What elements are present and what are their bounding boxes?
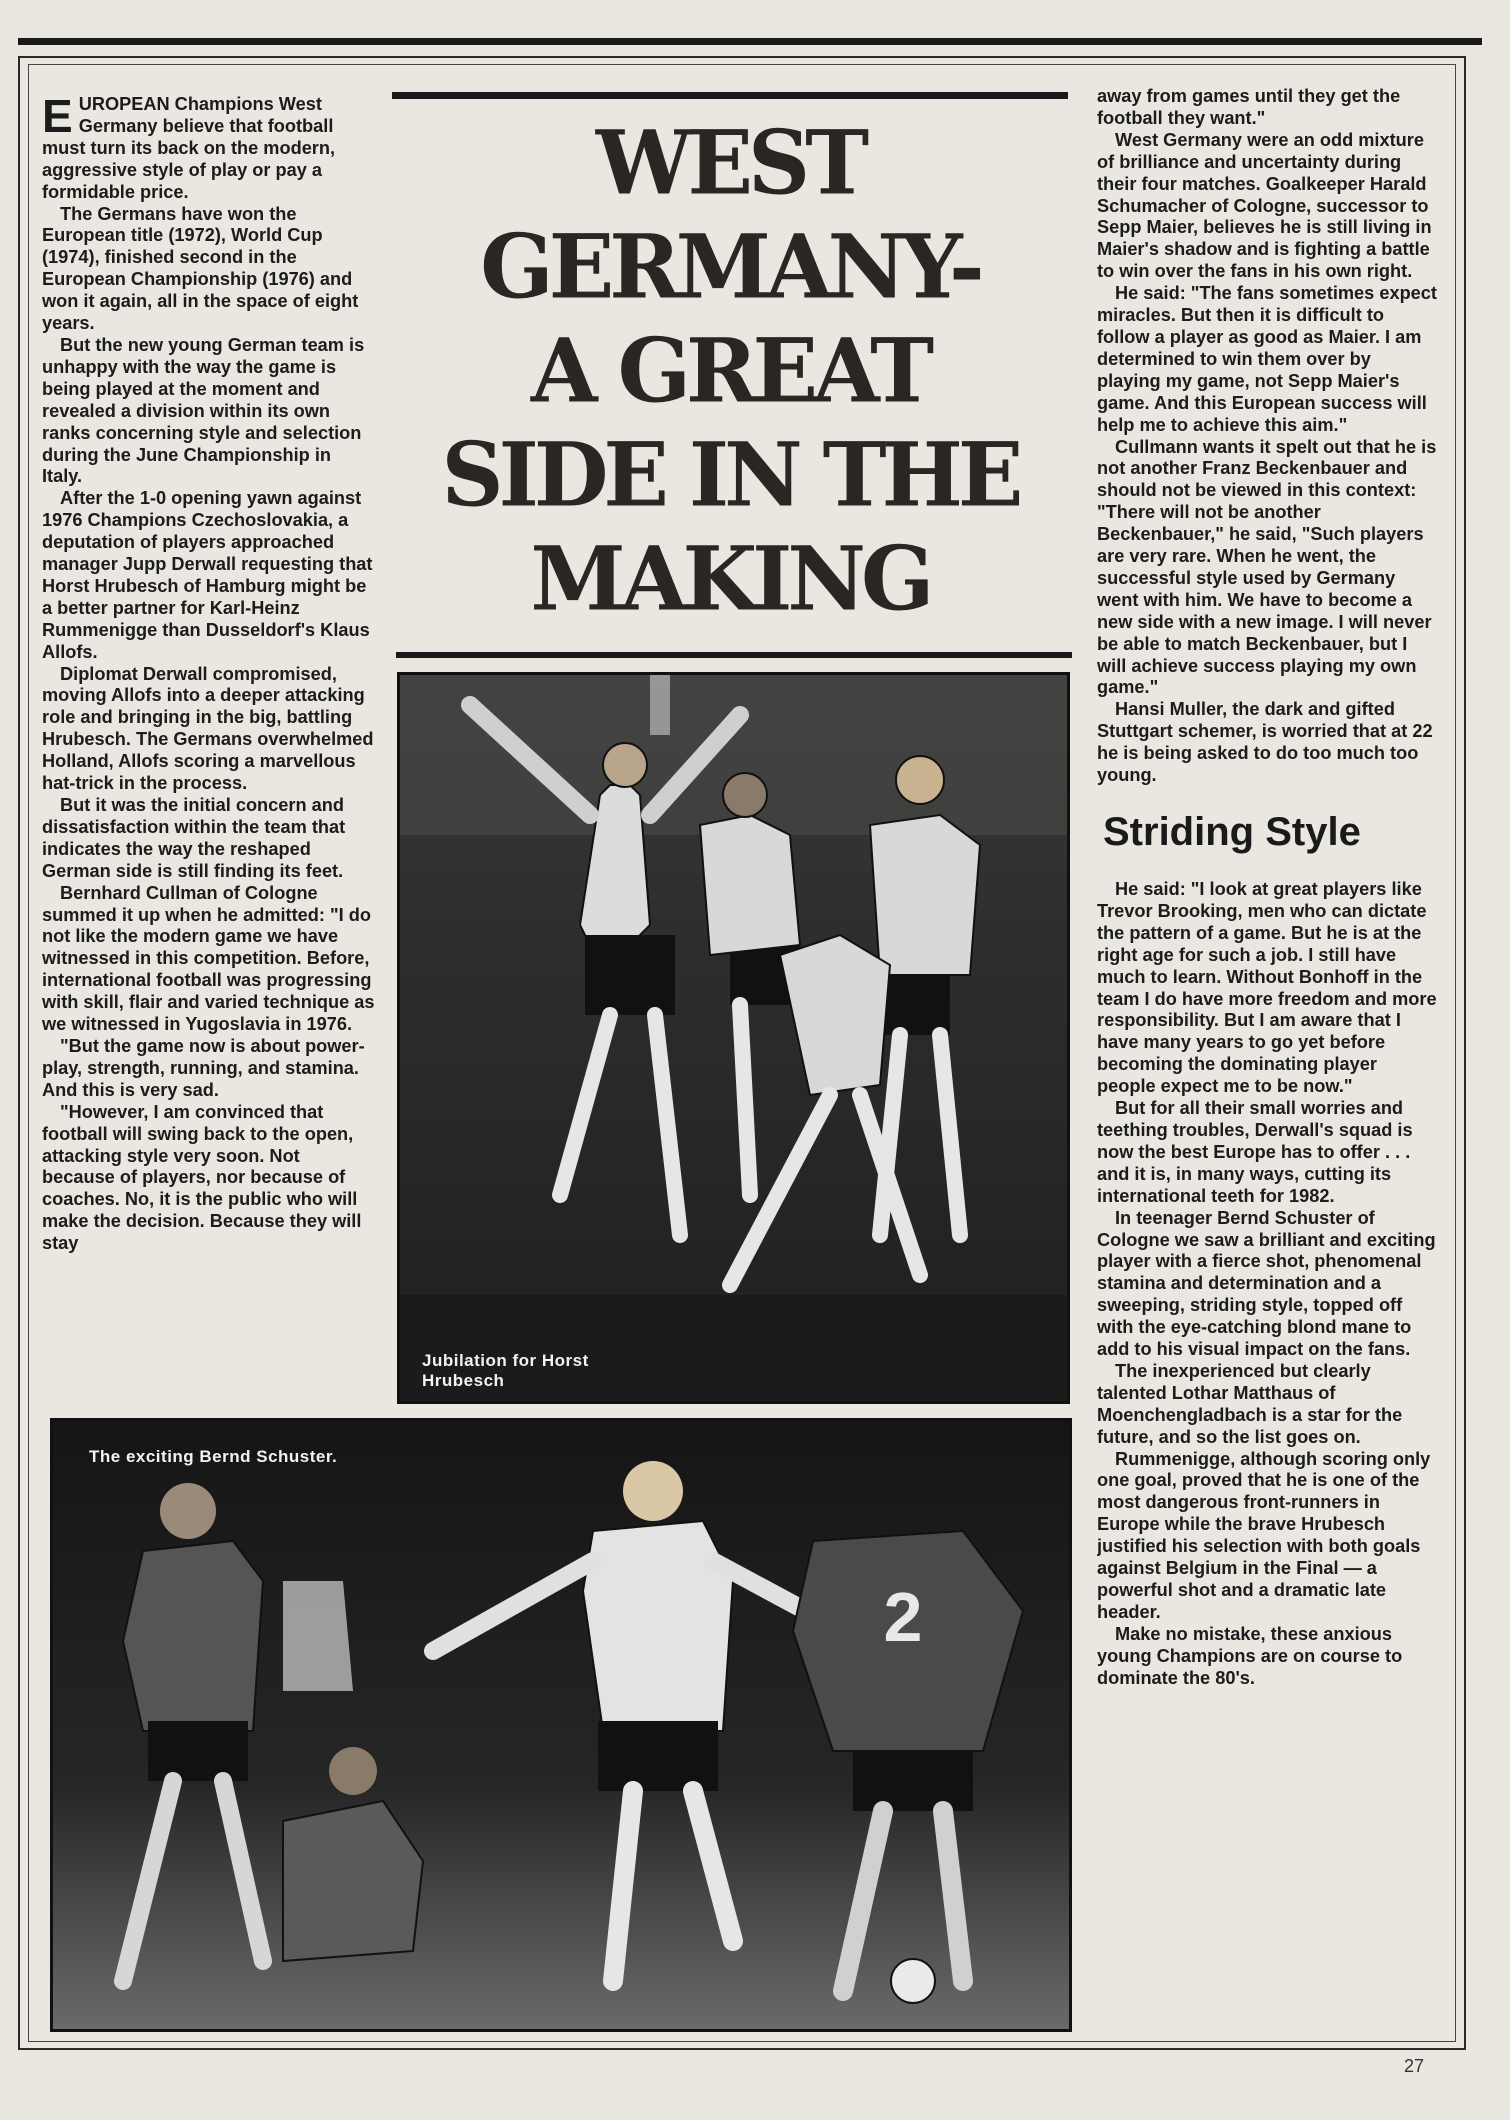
subheading: Striding Style [1103,810,1361,854]
paragraph: "However, I am convinced that football will swing back to the open, attacking style very soon. Not because of players, nor because of coaches. No, it is the public who will make the decision. Because they will stay [42,1101,362,1254]
right-column [1097,86,1437,2004]
headline-line: WEST [595,111,865,215]
headline-line: GERMANY- [480,215,980,319]
paragraph: away from games until they get the football they want." [1097,86,1401,128]
paragraph: He said: "I look at great players like Trevor Brooking, men who can dictate the pattern of a game. But he is at the right age for such a job. I still have much to learn. Without Bonhoff in the team I do have more freedom and more responsibility. But I am aware that I have many years to go yet before becoming the dominating player people expect me to be now." [1097,879,1437,1097]
shirt-number: 2 [883,1578,923,1656]
paragraph: He said: "The fans sometimes expect miracles. But then it is difficult to follow a player as good as Maier. I am determined to win them over by playing my game, not Sepp Maier's game. And this European success will help me to achieve this aim." [1097,283,1437,435]
celebration-photo-illustration [400,675,1067,1401]
paragraph: The Germans have won the European title (1972), World Cup (1974), finished second in the European Championship (1976) and won it again, all in the space of eight years. [42,203,359,334]
paragraph: "But the game now is about power-play, strength, running, and stamina. And this is very sad. [42,1035,365,1100]
page-number: 27 [1404,2056,1425,2076]
match-action-photo-illustration [53,1421,1069,2029]
paragraph: Make no mistake, these anxious young Champions are on course to dominate the 80's. [1097,1623,1403,1688]
headline-rule-top [392,92,1068,99]
headline-line: MAKING [530,527,930,631]
headline-rule-bottom [396,652,1072,658]
paragraph: Rummenigge, although scoring only one goal, proved that he is one of the most dangerous front-runners in Europe while the brave Hrubesch justified his selection with both goals against Belgium in the Final — a powerful shot and a dramatic late header. [1097,1448,1431,1622]
photo-schuster [50,1418,1072,2032]
paragraph: Bernhard Cullman of Cologne summed it up when he admitted: "I do not like the modern game we have witnessed in this competition. Before, international football was progressing with skill, flair and varied technique as we witnessed in Yugoslavia in 1976. [42,882,375,1035]
lead-paragraph: EUROPEAN Champions West Germany believe that football must turn its back on the modern, aggressive style of play or pay a formidable price. [42,94,336,202]
photo-jubilation [397,672,1070,1404]
top-rule [18,38,1482,45]
drop-cap: E [42,94,73,142]
ball-icon [891,1959,935,2003]
paragraph: West Germany were an odd mixture of brilliance and uncertainty during their four matches. Goalkeeper Harald Schumacher of Cologne, successor to Sepp Maier, believes he is still living in Maier's shadow and is fighting a battle to win over the fans in his own right. [1097,129,1432,282]
paragraph: But the new young German team is unhappy with the way the game is being played at the moment and revealed a division within its own ranks concerning style and selection during the June Championship in Italy. [42,334,365,487]
photo-caption: The exciting Bernd Schuster. [89,1447,338,1466]
paragraph: The inexperienced but clearly talented Lothar Matthaus of Moenchengladbach is a star for the future, and so the list goes on. [1097,1360,1403,1447]
paragraph: But for all their small worries and teething troubles, Derwall's squad is now the best Europe has to offer . . . and it is, in many ways, cutting its international teeth for 1982. [1097,1098,1413,1206]
paragraph: But it was the initial concern and dissatisfaction within the team that indicates the way the reshaped German side is still finding its feet. [42,795,346,881]
headline-line: A GREAT [530,319,930,423]
paragraph: In teenager Bernd Schuster of Cologne we saw a brilliant and exciting player with a fierce shot, phenomenal stamina and determination and a sweeping, striding style, topped off with the eye-catching blond mane to add to his visual impact on the fans. [1097,1207,1436,1360]
photo-caption: Jubilation for Horst Hrubesch [422,1351,589,1390]
paragraph: Cullmann wants it spelt out that he is not another Franz Beckenbauer and should not be viewed in this context: "There will not be another Beckenbauer," he said, "Such players are very rare. When he went, the successful style used by Germany went with him. We have to become a new side with a new image. I will never be able to match Beckenbauer, but I will achieve success playing my own game." [1097,436,1437,698]
headline-line: SIDE IN THE [441,423,1019,527]
paragraph: After the 1-0 opening yawn against 1976 Champions Czechoslovakia, a deputation of players approached manager Jupp Derwall requesting that Horst Hrubesch of Hamburg might be a better partner for Karl-Heinz Rummenigge than Dusseldorf's Klaus Allofs. [42,488,373,662]
paragraph: Diplomat Derwall compromised, moving Allofs into a deeper attacking role and bringing in the big, battling Hrubesch. The Germans overwhelmed Holland, Allofs scoring a marvellous hat-trick in the process. [42,663,374,794]
left-column [42,94,376,1444]
paragraph: Hansi Muller, the dark and gifted Stuttgart schemer, is worried that at 22 he is being asked to do too much too young. [1097,699,1433,786]
headline [392,112,1068,632]
